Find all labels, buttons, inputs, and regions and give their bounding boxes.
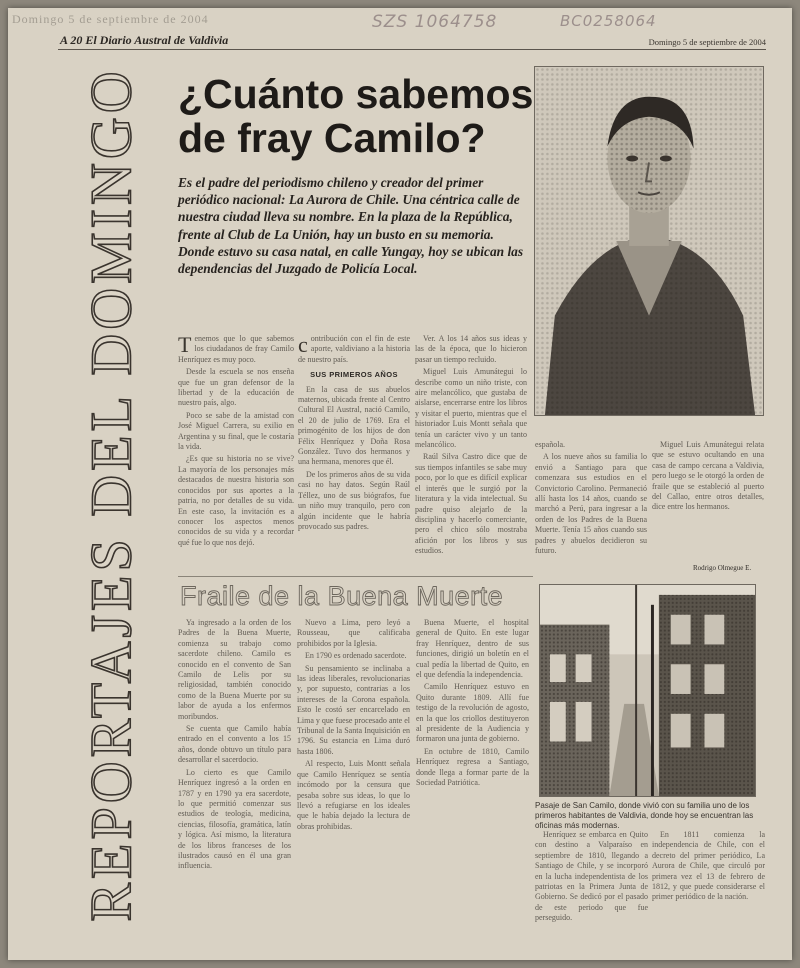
header-rule (58, 49, 766, 50)
paragraph: En 1790 es ordenado sacerdote. (305, 651, 407, 661)
page-date: Domingo 5 de septiembre de 2004 (648, 37, 766, 47)
paragraph: Nuevo a Lima, pero leyó a Rousseau, que calificaba prohibidos por la Iglesia. (297, 618, 410, 648)
article-column (178, 618, 291, 918)
paragraph: Henríquez se embarca en Quito con destino a Valparaíso en septiembre de 1810, llegando a Santiago de Chile, y se incorporó en la lucha independentista de los patriotas en la Primera Junta de Gobierno. Se dedicó por el pasado de este periodo que fue perseguido. (535, 830, 648, 923)
street-photo (539, 584, 756, 797)
section-divider (178, 576, 533, 577)
archive-code: BC0258064 (560, 12, 657, 30)
paragraph: Buena Muerte, el hospital general de Quito. En este lugar fray Henríquez, dentro de sus funciones, dirigió un boletín en el cual pedía la libertad de Quito, en el que defendía la independencia. (416, 618, 529, 680)
paragraph: Miguel Luis Amunátegui relata que se estuvo ocultando en una casa de campo cercana a Valdivia, pero luego se le otorgó la orden de fraile que se estableció al puerto del Callao, entre otros detalles, dice entre los hermanos. (652, 440, 764, 512)
paragraph: Ver. A los 14 años sus ideas y las de la época, que lo hicieron pasar un tiempo recluido. (415, 334, 527, 364)
paragraph: ¿Es que su historia no se vive? La mayoría de los personajes más destacados de nuestra historia son conocidos por sus aportes a la patria, no por detalles de su vida. En este caso, la invitación es a conocer los aspectos menos conocidos de su vida y a recordar qué fue lo que nos dejó. (178, 454, 294, 547)
paragraph: Miguel Luis Amunátegui lo describe como un niño triste, con aire melancólico, que gustaba de aislarse, encerrarse entre los libros y visitar el puerto, mientras que el historiador Luis Montt señala que tenía un carácter vivo y un tanto melancólico. (415, 367, 527, 450)
photo-credit: Rodrigo Olmegue E. (693, 564, 752, 572)
article-column (535, 440, 647, 574)
headline (178, 72, 558, 160)
paragraph: Ya ingresado a la orden de los Padres de la Buena Muerte, comienza su trabajo como sacerdote chileno. Camilo es conocido en el convento de San Camilo de Lelis por su religiosidad, también conocido como de la Buena Muerte por su labor de ayuda a los enfermos moribundos. (178, 618, 291, 721)
article-column (535, 830, 648, 928)
top-bleed-text: Domingo 5 de septiembre de 2004 (12, 12, 209, 26)
headline-line: ¿Cuánto sabemos (178, 71, 534, 117)
paragraph: Se cuenta que Camilo había entrado en el convento a los 15 años, donde obtuvo un título para desarrollar el sacerdocio. (178, 724, 291, 765)
article-column (298, 334, 410, 574)
article-column (652, 440, 764, 558)
paragraph: En octubre de 1810, Camilo Henríquez regresa a Santiago, donde llega a formar parte de la Sociedad Patriótica. (416, 746, 529, 788)
headline-line: de fray Camilo? (178, 115, 486, 161)
article-column (178, 334, 294, 574)
paragraph: Al respecto, Luis Montt señala que Camilo Henríquez se sentía incómodo por la censura que pesaba sobre sus ideas, lo que lo llevó a refugiarse en los ideales que le había dejado la lectura de obras prohibidas. (297, 759, 410, 831)
article-column (652, 830, 765, 928)
archive-code: SZS 1064758 (372, 12, 498, 32)
paragraph: española. (535, 440, 565, 449)
paragraph: Desde la escuela se nos enseña que fue un gran defensor de la libertad y de la educación de nuestro país, algo. (178, 367, 294, 408)
portrait-photo (534, 66, 764, 416)
paragraph: Tenemos que lo que sabemos los ciudadanos de fray Camilo Henríquez es muy poco. (178, 334, 294, 364)
paragraph: Raúl Silva Castro dice que de sus tiempos infantiles se sabe muy poco, por lo que es difícil explicar el interés que le surgió por la literatura y la vida intelectual. Su padre quiso alejarlo de la disciplina y hacerlo comerciante, pero el chico sólo mostraba afición por los libros y sus estudios. (415, 452, 527, 556)
paragraph: En la casa de sus abuelos maternos, ubicada frente al Centro Cultural El Austral, nació Camilo, el 20 de julio de 1769. Era el primogénito de los hijos de don Félix Henríquez y Doña Rosa González. Tuvo dos hermanos y una hermana, menores que él. (298, 384, 410, 467)
paragraph: Poco se sabe de la amistad con José Miguel Carrera, su exilio en Argentina y su final, que le costaría la vida. (178, 410, 294, 452)
section-label: REPORTAJES DEL DOMINGO (78, 67, 144, 922)
article-column (416, 618, 529, 918)
paragraph: Lo cierto es que Camilo Henríquez ingresó a la orden en 1787 y en 1790 ya era sacerdote, lo que permitió comenzar sus estudios de teología, medicina, ciencias, filosofía, gramática, latín y lógica. Así mismo, la literatura de los libros franceses de los ilustrados causó en él una gran influencia. (178, 767, 291, 871)
paragraph: A los nueve años su familia lo envió a Santiago para que comenzara sus estudios en el Convictorio Carolino. Permaneció allí hasta los 14 años, cuando se marchó a Perú, para ingresar a la orden de los Padres de la Buena Muerte. Tenía 15 años cuando sus padres y abuelos decidieron su futuro. (535, 452, 647, 556)
subhead: SUS PRIMEROS AÑOS (310, 370, 398, 380)
paragraph: En 1811 comienza la independencia de Chile, con el decreto del primer periódico, La Aurora de Chile, que circuló por primera vez el 13 de febrero de 1812, y que puede considerarse el primer periódico de la nación. (652, 830, 765, 902)
paragraph: contribución con el fin de este aporte, valdiviano a la historia de nuestro país. (298, 334, 410, 364)
page-header: A 20 El Diario Austral de Valdivia (60, 33, 229, 47)
lede-paragraph: Es el padre del periodismo chileno y creador del primer periódico nacional: La Aurora de Chile. Una céntrica calle de nuestra ciudad lleva su nombre. En la plaza de la República, frente al Club de La Unión, hay un busto en su memoria. Donde estuvo su casa natal, en calle Yungay, hoy se ubican las dependencias del Juzgado de Policía Local. (178, 175, 524, 277)
paragraph: De los primeros años de su vida casi no hay datos. Según Raúl Téllez, uno de sus biógrafos, fue un niño muy tranquilo, pero con algún incidente que le habría provocado sus padres. (298, 469, 410, 531)
photo-caption: Pasaje de San Camilo, donde vivió con su familia uno de los primeros habitantes de Valdivia, donde hoy se encuentran las oficinas más modernas. (535, 801, 754, 831)
article-column (297, 618, 410, 918)
section-title: Fraile de la Buena Muerte (180, 581, 504, 611)
paragraph: Camilo Henríquez estuvo en Quito durante 1809. Allí fue testigo de la revolución de agosto, en la que los criollos destituyeron al presidente de la Audiencia y formaron una junta de gobierno. (416, 682, 529, 744)
article-column (415, 334, 527, 574)
portrait-image (535, 67, 763, 415)
street-image (540, 585, 755, 796)
paragraph: Su pensamiento se inclinaba a las ideas liberales, revolucionarias y, por supuesto, contrarias a los intereses de la Corona española. Esto le costó ser encarcelado en Lima y que fuese procesado ante el Tribunal de la Santa Inquisición en 1796. Su estancia en Lima duró hasta 1806. (297, 663, 410, 756)
